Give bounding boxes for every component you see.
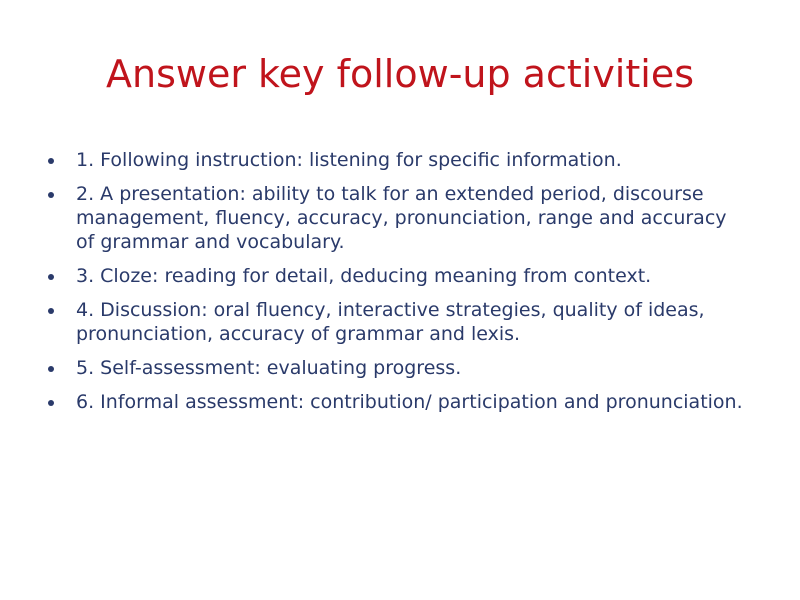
bullet-text: 4. Discussion: oral fluency, interactive strategies, quality of ideas, pronunciation, accuracy of grammar and lexis. (76, 299, 705, 345)
list-item (46, 390, 746, 414)
bullet-text: 2. A presentation: ability to talk for an extended period, discourse management, fluency, accuracy, pronunciation, range and accuracy of grammar and vocabulary. (76, 183, 727, 253)
list-item (46, 264, 746, 288)
list-item (46, 298, 746, 346)
bullet-list (46, 148, 746, 424)
list-item (46, 356, 746, 380)
list-item (46, 148, 746, 172)
bullet-text: 3. Cloze: reading for detail, deducing meaning from context. (76, 265, 652, 287)
list-item (46, 182, 746, 254)
bullet-text: 6. Informal assessment: contribution/ participation and pronunciation. (76, 391, 743, 413)
bullet-dot-icon (48, 366, 54, 372)
bullet-text: 5. Self-assessment: evaluating progress. (76, 357, 462, 379)
bullet-dot-icon (48, 158, 54, 164)
bullet-text: 1. Following instruction: listening for specific information. (76, 149, 622, 171)
slide-title: Answer key follow-up activities (105, 52, 695, 96)
bullet-dot-icon (48, 192, 54, 198)
bullet-dot-icon (48, 400, 54, 406)
bullet-dot-icon (48, 308, 54, 314)
bullet-dot-icon (48, 274, 54, 280)
